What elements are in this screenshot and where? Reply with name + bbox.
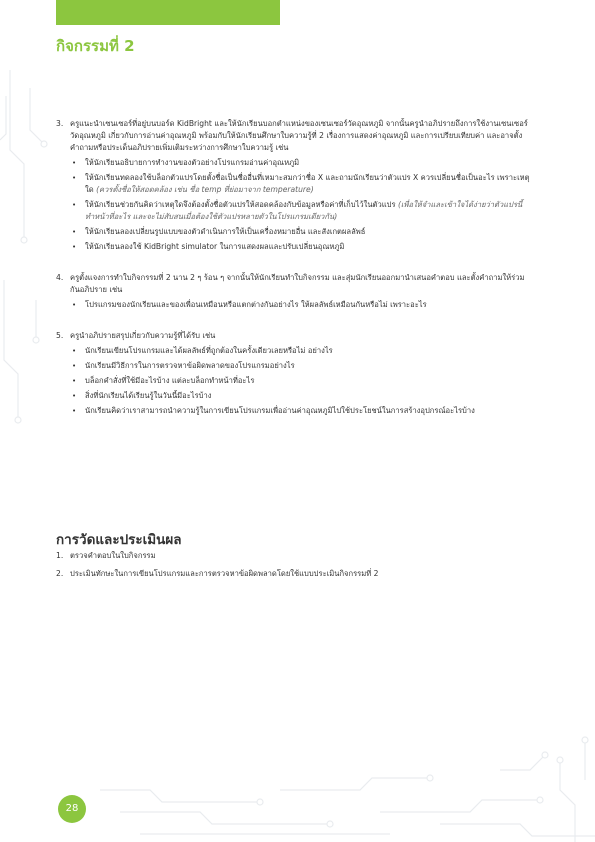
- bullet-item: [70, 405, 531, 417]
- circuit-node: [542, 752, 548, 758]
- bullet-note: (ควรตั้งชื่อให้สอดคล้อง เช่น ชื่อ temp ที่ย่อมาจาก temperature): [96, 185, 314, 194]
- item-text: ครูแนะนำเซนเซอร์ที่อยู่บนบอร์ด KidBright และให้นักเรียนบอกตำแหน่งของเซนเซอร์วัดอุณหภูมิ จากนั้นครูนำอภิปรายถึงการใช้งานเซนเซอร์วัดอุณหภูมิ เกี่ยวกับการอ่านค่าอุณหภูมิ พร้อมกับให้นักเรียนศึกษาใบความรู้ที่ 2 เรื่องการแสดงค่าอุณหภูมิ และการเปรียบเทียบค่า และอาจตั้งคำถามหรือประเด็นอภิปรายเพิ่มเติมระหว่างการศึกษาใบความรู้ เช่น: [70, 119, 528, 152]
- procedure-item: [56, 272, 531, 311]
- item-number: 3.: [56, 119, 64, 128]
- bullet-item: [70, 199, 531, 223]
- bullet-list: [70, 157, 531, 253]
- item-number: 4.: [56, 273, 64, 282]
- item-text: ประเมินทักษะในการเขียนโปรแกรมและการตรวจหาข้อผิดพลาดโดยใช้แบบประเมินกิจกรรมที่ 2: [70, 569, 379, 578]
- circuit-node: [33, 337, 39, 343]
- bullet-dot: •: [72, 407, 77, 415]
- item-text: ครูนำอภิปรายสรุปเกี่ยวกับความรู้ที่ได้รับ เช่น: [70, 331, 216, 340]
- circuit-trace: [280, 778, 430, 790]
- bullet-text: ให้นักเรียนช่วยกันคิดว่าเหตุใดจึงต้องตั้งชื่อตัวแปรให้สอดคล้องกับข้อมูลหรือค่าที่เก็บไว้ในตัวแปร: [85, 200, 396, 209]
- circuit-trace: [500, 755, 545, 770]
- bullet-item: [70, 360, 531, 372]
- circuit-node: [21, 237, 27, 243]
- bullet-dot: •: [72, 301, 77, 309]
- page-title: กิจกรรมที่ 2: [56, 37, 135, 55]
- bullet-item: [70, 299, 531, 311]
- item-number: 1.: [56, 551, 64, 560]
- circuit-trace: [100, 790, 260, 802]
- circuit-trace: [560, 760, 575, 842]
- bullet-dot: •: [72, 159, 77, 167]
- circuit-trace: [120, 812, 330, 824]
- item-number: 2.: [56, 569, 64, 578]
- bullet-dot: •: [72, 228, 77, 236]
- circuit-node: [582, 737, 588, 743]
- procedure-item: [56, 330, 531, 417]
- bullet-text: โปรแกรมของนักเรียนและของเพื่อนเหมือนหรือแตกต่างกันอย่างไร ให้ผลลัพธ์เหมือนกันหรือไม่ เพราะอะไร: [85, 300, 427, 309]
- bullet-list: [70, 345, 531, 417]
- bullet-dot: •: [72, 347, 77, 355]
- item-number: 5.: [56, 331, 64, 340]
- circuit-node: [15, 417, 21, 423]
- circuit-node: [537, 797, 543, 803]
- bullet-list: [70, 299, 531, 311]
- evaluation-item: [56, 550, 531, 562]
- bullet-text: นักเรียนคิดว่าเราสามารถนำความรู้ในการเขียนโปรแกรมเพื่ออ่านค่าอุณหภูมิไปใช้ประโยชน์ในการสร้างอุปกรณ์อะไรบ้าง: [85, 406, 475, 415]
- bullet-item: [70, 157, 531, 169]
- circuit-node: [427, 775, 433, 781]
- item-text: ครูตั้งแจงการทำใบกิจกรรมที่ 2 นาน 2 ๆ ร้อน ๆ จากนั้นให้นักเรียนทำใบกิจกรรม และสุ่มนักเรียนออกมานำเสนอคำตอบ และตั้งคำถามให้ร่วมกันอภิปราย เช่น: [70, 273, 525, 294]
- item-text: ตรวจคำตอบในใบกิจกรรม: [70, 551, 156, 560]
- bullet-dot: •: [72, 377, 77, 385]
- bullet-text: บล็อกคำสั่งที่ใช้มีอะไรบ้าง แต่ละบล็อกทำหน้าที่อะไร: [85, 376, 255, 385]
- bullet-dot: •: [72, 243, 77, 251]
- bullet-text: นักเรียนเขียนโปรแกรมและได้ผลลัพธ์ที่ถูกต้องในครั้งเดียวเลยหรือไม่ อย่างไร: [85, 346, 333, 355]
- procedure-list: [56, 118, 531, 436]
- circuit-trace: [30, 88, 44, 144]
- evaluation-item: [56, 568, 531, 580]
- circuit-trace: [380, 800, 540, 812]
- bullet-note: (เพื่อให้จำและเข้าใจได้ง่ายว่าตัวแปรนี้ทำหน้าที่อะไร และจะไม่สับสนเมื่อต้องใช้ตัวแปรหลายตัวในโปรแกรมเดียวกัน): [85, 200, 523, 221]
- bullet-item: [70, 172, 531, 196]
- bullet-dot: •: [72, 201, 77, 209]
- page-number: 28: [65, 803, 79, 814]
- circuit-trace: [440, 824, 595, 836]
- bullet-item: [70, 390, 531, 402]
- bullet-text: สิ่งที่นักเรียนได้เรียนรู้ในวันนี้มีอะไรบ้าง: [85, 391, 212, 400]
- header-accent-bar: [56, 0, 280, 25]
- bullet-item: [70, 226, 531, 238]
- bullet-text: ให้นักเรียนอธิบายการทำงานของตัวอย่างโปรแกรมอ่านค่าอุณหภูมิ: [85, 158, 300, 167]
- evaluation-list: [56, 550, 531, 586]
- procedure-item: [56, 118, 531, 253]
- circuit-trace: [10, 70, 24, 240]
- circuit-node: [41, 141, 47, 147]
- bullet-dot: •: [72, 392, 77, 400]
- bullet-text: ให้นักเรียนลองใช้ KidBright simulator ในการแสดงผลและปรับเปลี่ยนอุณหภูมิ: [85, 242, 345, 251]
- page-number-badge: [58, 795, 86, 823]
- bullet-text: นักเรียนมีวิธีการในการตรวจหาข้อผิดพลาดของโปรแกรมอย่างไร: [85, 361, 295, 370]
- bullet-text: ให้นักเรียนลองเปลี่ยนรูปแบบของตัวดำเนินการให้เป็นเครื่องหมายอื่น และสังเกตผลลัพธ์: [85, 227, 366, 236]
- section-title: การวัดและประเมินผล: [56, 532, 182, 548]
- circuit-trace: [4, 280, 18, 420]
- bullet-item: [70, 345, 531, 357]
- circuit-node: [257, 799, 263, 805]
- circuit-node: [557, 757, 563, 763]
- bullet-dot: •: [72, 174, 77, 182]
- bullet-dot: •: [72, 362, 77, 370]
- bullet-item: [70, 375, 531, 387]
- bullet-text: ให้นักเรียนทดลองใช้บล็อกตัวแปรโดยตั้งชื่อเป็นชื่ออื่นที่เหมาะสมกว่าชื่อ X และถามนักเรียนว่าตัวแปร X ควรเปลี่ยนชื่อเป็นอะไร เพราะเหตุใด: [85, 173, 530, 194]
- circuit-trace: [0, 96, 6, 140]
- circuit-node: [327, 821, 333, 827]
- bullet-item: [70, 241, 531, 253]
